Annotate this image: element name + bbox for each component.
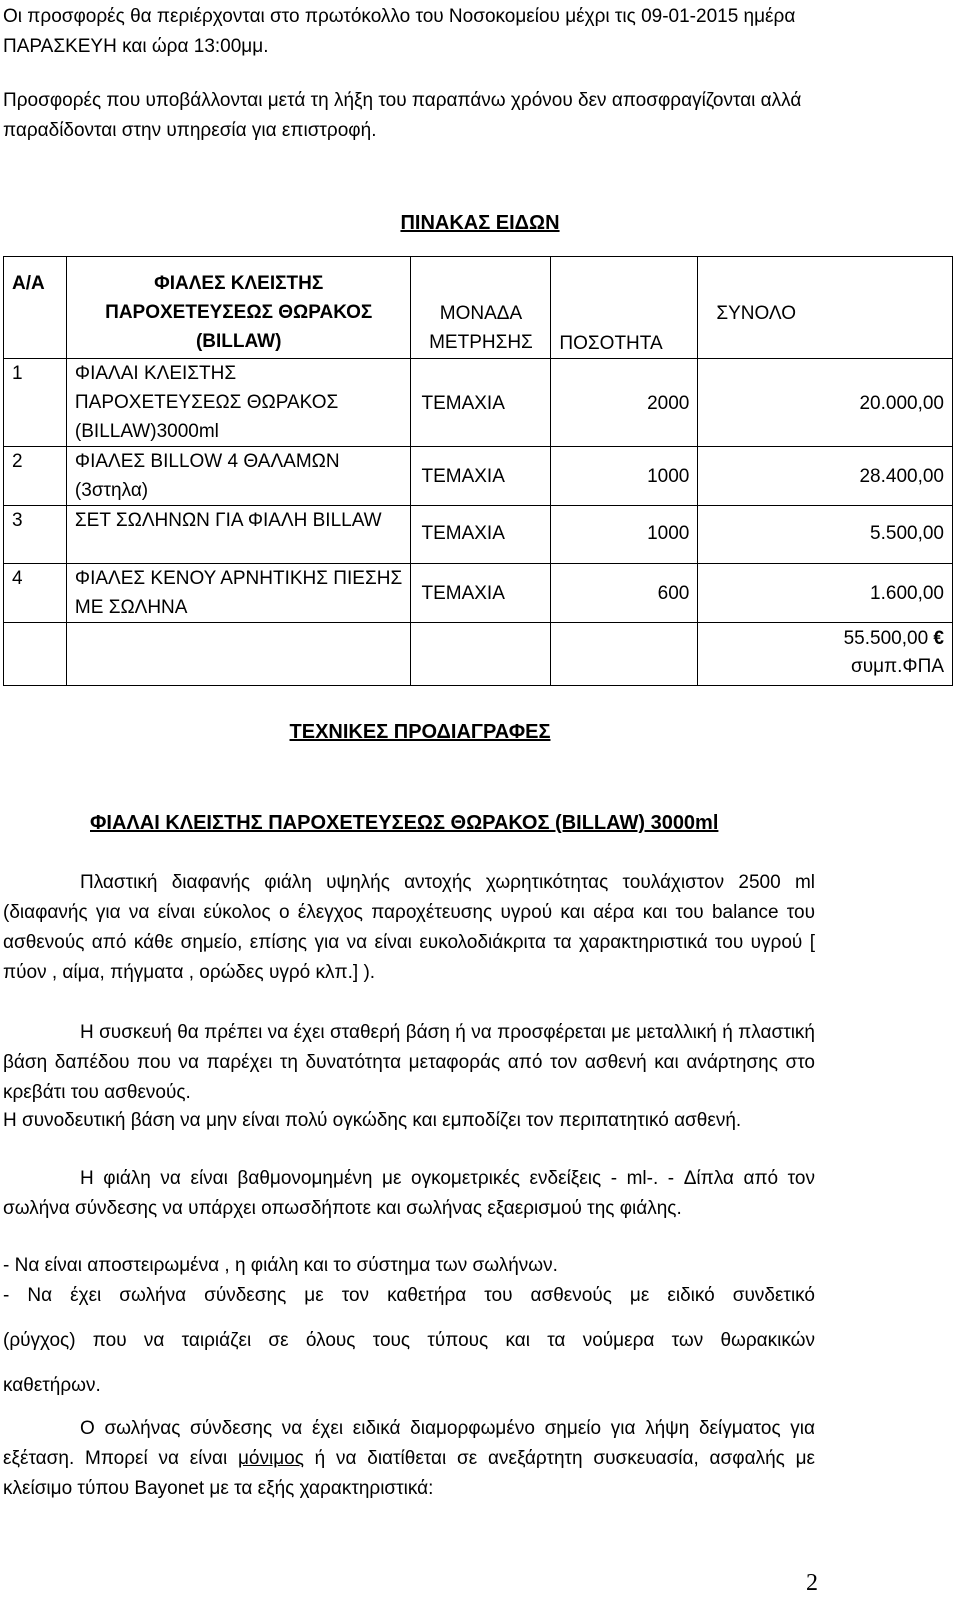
specs-title: ΤΕΧΝΙΚΕΣ ΠΡΟΔΙΑΓΡΑΦΕΣ xyxy=(289,721,551,743)
empty-cell xyxy=(4,623,67,686)
body-paragraph: Πλαστική διαφανής φιάλη υψηλής αντοχής χωρητικότητας τουλάχιστον 2500 ml (διαφανής για να είναι εύκολος ο έλεγχος παροχέτευσης υγρού και αέρα και του balance του ασθενούς από κάθε σημείο, επίσης για να είναι ευκολοδιάκριτα τα χαρακτηριστικά του υγρού [ πύον , αίμα, πήγματα , ορώδες υγρό κλπ.] ). xyxy=(3,872,815,983)
row-description: ΦΙΑΛΑΙ ΚΛΕΙΣΤΗΣ ΠΑΡΟΧΕΤΕΥΣΕΩΣ ΘΩΡΑΚΟΣ (BILLAW)3000ml xyxy=(66,359,411,447)
header-quantity: ΠΟΣΟΤΗΤΑ xyxy=(551,257,698,359)
late-offers-paragraph: Προσφορές που υποβάλλονται μετά τη λήξη του παραπάνω χρόνου δεν αποσφραγίζονται αλλά παραδίδονται στην υπηρεσία για επιστροφή. xyxy=(3,90,802,141)
grand-total-value: 55.500,00 xyxy=(843,628,929,649)
body-text: Ο σωλήνας σύνδεσης να έχει ειδικά διαμορφωμένο σημείο για λήψη δείγματος για εξέταση. Μπορεί να είναι xyxy=(3,1418,815,1469)
table-row xyxy=(4,506,953,564)
empty-cell xyxy=(66,623,411,686)
empty-cell xyxy=(551,623,698,686)
row-quantity: 1000 xyxy=(551,447,698,506)
row-aa: 2 xyxy=(4,447,67,506)
row-total: 20.000,00 xyxy=(698,359,953,447)
product-title: ΦΙΑΛΑΙ ΚΛΕΙΣΤΗΣ ΠΑΡΟΧΕΤΕΥΣΕΩΣ ΘΩΡΑΚΟΣ (BILLAW) 3000ml xyxy=(90,812,719,834)
table-row xyxy=(4,447,953,506)
row-unit: ΤΕΜΑΧΙΑ xyxy=(411,564,551,623)
grand-total-cell xyxy=(698,623,953,686)
row-unit: ΤΕΜΑΧΙΑ xyxy=(411,447,551,506)
body-paragraph: Η φιάλη να είναι βαθμονομημένη με ογκομετρικές ενδείξεις - ml-. - Δίπλα από τον σωλήνα σύνδεσης να υπάρχει οπωσδήποτε και σωλήνας εξαερισμού της φιάλης. xyxy=(3,1168,815,1219)
empty-cell xyxy=(411,623,551,686)
table-header-row xyxy=(4,257,953,359)
row-total: 28.400,00 xyxy=(698,447,953,506)
table-title: ΠΙΝΑΚΑΣ ΕΙΔΩΝ xyxy=(400,212,560,234)
body-paragraph: Η συνοδευτική βάση να μην είναι πολύ ογκώδης και εμποδίζει τον περιπατητικό ασθενή. xyxy=(3,1110,742,1131)
row-aa: 3 xyxy=(4,506,67,564)
header-unit: ΜΟΝΑΔΑ ΜΕΤΡΗΣΗΣ xyxy=(411,257,551,359)
row-aa: 1 xyxy=(4,359,67,447)
grand-total-note: συμπ.ΦΠΑ xyxy=(850,656,944,677)
underlined-word: μόνιμος xyxy=(237,1448,304,1469)
header-aa: Α/Α xyxy=(4,257,67,359)
table-row xyxy=(4,359,953,447)
row-description: ΦΙΑΛΕΣ ΚΕΝΟΥ ΑΡΝΗΤΙΚΗΣ ΠΙΕΣΗΣ ΜΕ ΣΩΛΗΝΑ xyxy=(66,564,411,623)
row-unit: ΤΕΜΑΧΙΑ xyxy=(411,506,551,564)
row-quantity: 600 xyxy=(551,564,698,623)
row-quantity: 1000 xyxy=(551,506,698,564)
page-number: 2 xyxy=(806,1570,818,1596)
body-paragraph: (ρύγχος) που να ταιριάζει σε όλους τους τύπους και τα νούμερα των θωρακικών xyxy=(3,1330,815,1351)
euro-icon: € xyxy=(933,628,944,649)
body-text: ή να διατίθεται σε ανεξάρτητη συσκευασία, ασφαλής με κλείσιμο τύπου Bayonet με τα εξής χαρακτηριστικά: xyxy=(3,1448,815,1499)
body-paragraph xyxy=(3,1414,815,1504)
row-total: 1.600,00 xyxy=(698,564,953,623)
body-paragraph: - Να έχει σωλήνα σύνδεσης με τον καθετήρα του ασθενούς με ειδικό συνδετικό xyxy=(3,1285,815,1306)
header-total: ΣΥΝΟΛΟ xyxy=(698,257,953,359)
row-quantity: 2000 xyxy=(551,359,698,447)
body-paragraph: καθετήρων. xyxy=(3,1375,101,1396)
table-total-row xyxy=(4,623,953,686)
items-table xyxy=(3,256,953,686)
deadline-paragraph: Οι προσφορές θα περιέρχονται στο πρωτόκολλο του Νοσοκομείου μέχρι τις 09-01-2015 ημέρα ΠΑΡΑΣΚΕΥΗ και ώρα 13:00μμ. xyxy=(3,6,796,57)
row-aa: 4 xyxy=(4,564,67,623)
row-unit: ΤΕΜΑΧΙΑ xyxy=(411,359,551,447)
row-description: ΣΕΤ ΣΩΛΗΝΩΝ ΓΙΑ ΦΙΑΛΗ BILLAW xyxy=(66,506,411,564)
row-total: 5.500,00 xyxy=(698,506,953,564)
body-paragraph: Η συσκευή θα πρέπει να έχει σταθερή βάση ή να προσφέρεται με μεταλλική ή πλαστική βάση δαπέδου που να παρέχει τη δυνατότητα μεταφοράς από τον ασθενή και ανάρτησης στο κρεβάτι του ασθενούς. xyxy=(3,1022,815,1103)
table-row xyxy=(4,564,953,623)
body-paragraph: - Να είναι αποστειρωμένα , η φιάλη και το σύστημα των σωλήνων. xyxy=(3,1255,558,1276)
row-description: ΦΙΑΛΕΣ BILLOW 4 ΘΑΛΑΜΩΝ (3στηλα) xyxy=(66,447,411,506)
header-description: ΦΙΑΛΕΣ ΚΛΕΙΣΤΗΣ ΠΑΡΟΧΕΤΕΥΣΕΩΣ ΘΩΡΑΚΟΣ (BILLAW) xyxy=(66,257,411,359)
